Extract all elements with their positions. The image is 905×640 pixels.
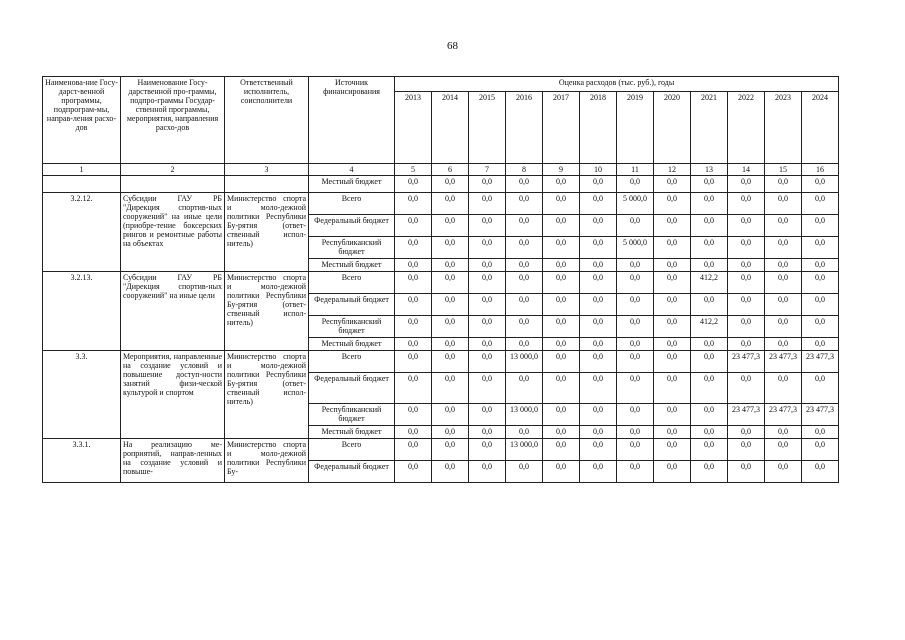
value-cell: 0,0 xyxy=(395,461,432,483)
value-cell: 0,0 xyxy=(395,193,432,215)
value-cell: 0,0 xyxy=(580,461,617,483)
value-cell: 0,0 xyxy=(543,316,580,338)
column-number: 7 xyxy=(469,164,506,176)
value-cell: 0,0 xyxy=(617,351,654,373)
value-cell: 0,0 xyxy=(432,237,469,259)
column-number-row xyxy=(43,164,839,176)
table-row xyxy=(43,272,839,294)
value-cell: 0,0 xyxy=(580,176,617,193)
value-cell: 0,0 xyxy=(728,461,765,483)
value-cell: 0,0 xyxy=(543,176,580,193)
value-cell: 0,0 xyxy=(580,259,617,272)
value-cell: 0,0 xyxy=(691,404,728,426)
value-cell: 0,0 xyxy=(432,272,469,294)
value-cell: 0,0 xyxy=(469,237,506,259)
column-number: 13 xyxy=(691,164,728,176)
value-cell: 0,0 xyxy=(617,404,654,426)
column-number: 6 xyxy=(432,164,469,176)
column-number: 3 xyxy=(225,164,309,176)
column-number: 4 xyxy=(309,164,395,176)
value-cell: 0,0 xyxy=(654,351,691,373)
value-cell: 0,0 xyxy=(543,373,580,404)
value-cell: 0,0 xyxy=(543,215,580,237)
value-cell: 0,0 xyxy=(580,439,617,461)
value-cell: 0,0 xyxy=(617,176,654,193)
value-cell: 0,0 xyxy=(395,294,432,316)
source-cell: Федеральный бюджет xyxy=(309,461,395,483)
value-cell: 0,0 xyxy=(580,404,617,426)
value-cell: 0,0 xyxy=(469,215,506,237)
value-cell: 0,0 xyxy=(506,215,543,237)
header-col1: Наименова-ние Госу-дарст-венной программы, подпрограм-мы, направ-ления расхо-дов xyxy=(43,77,121,164)
value-cell: 0,0 xyxy=(506,338,543,351)
value-cell: 0,0 xyxy=(617,316,654,338)
value-cell: 0,0 xyxy=(617,461,654,483)
value-cell: 0,0 xyxy=(691,193,728,215)
value-cell: 0,0 xyxy=(691,338,728,351)
value-cell: 0,0 xyxy=(765,259,802,272)
executor-cell: Министерство спорта и моло-дежной политики Республики Бу- xyxy=(225,439,309,483)
value-cell: 0,0 xyxy=(469,439,506,461)
value-cell: 0,0 xyxy=(654,259,691,272)
value-cell: 0,0 xyxy=(580,316,617,338)
value-cell: 0,0 xyxy=(506,294,543,316)
value-cell: 0,0 xyxy=(654,373,691,404)
value-cell: 0,0 xyxy=(654,439,691,461)
value-cell: 0,0 xyxy=(580,294,617,316)
value-cell: 0,0 xyxy=(469,426,506,439)
value-cell: 0,0 xyxy=(691,351,728,373)
name-cell: Субсидии ГАУ РБ "Дирекция спортив-ных сооружений" на иные цели (приобре-тение боксерских рингов и ремонтные работы на объектах xyxy=(121,193,225,272)
value-cell: 0,0 xyxy=(543,404,580,426)
header-col4: Источник финансирования xyxy=(309,77,395,164)
column-number: 5 xyxy=(395,164,432,176)
value-cell: 0,0 xyxy=(765,338,802,351)
column-number: 1 xyxy=(43,164,121,176)
value-cell: 0,0 xyxy=(654,404,691,426)
value-cell: 0,0 xyxy=(506,272,543,294)
source-cell: Федеральный бюджет xyxy=(309,373,395,404)
code-cell: 3.2.13. xyxy=(43,272,121,351)
value-cell: 0,0 xyxy=(802,461,839,483)
value-cell: 0,0 xyxy=(432,439,469,461)
source-cell: Всего xyxy=(309,193,395,215)
column-number: 10 xyxy=(580,164,617,176)
value-cell: 0,0 xyxy=(469,404,506,426)
source-cell: Всего xyxy=(309,351,395,373)
value-cell: 0,0 xyxy=(654,176,691,193)
value-cell: 0,0 xyxy=(469,193,506,215)
value-cell: 0,0 xyxy=(728,373,765,404)
value-cell: 0,0 xyxy=(432,176,469,193)
year-cell: 2020 xyxy=(654,92,691,164)
value-cell: 0,0 xyxy=(395,316,432,338)
value-cell: 0,0 xyxy=(469,461,506,483)
value-cell: 0,0 xyxy=(691,215,728,237)
value-cell: 0,0 xyxy=(580,237,617,259)
value-cell: 0,0 xyxy=(691,461,728,483)
value-cell: 0,0 xyxy=(654,294,691,316)
value-cell: 5 000,0 xyxy=(617,237,654,259)
column-number: 14 xyxy=(728,164,765,176)
value-cell: 0,0 xyxy=(654,461,691,483)
value-cell: 0,0 xyxy=(580,338,617,351)
executor-cell: Министерство спорта и моло-дежной политики Республики Бу-рятия (ответ-ственный испол-нитель) xyxy=(225,272,309,351)
value-cell: 0,0 xyxy=(765,373,802,404)
value-cell: 0,0 xyxy=(802,215,839,237)
code-cell: 3.3.1. xyxy=(43,439,121,483)
value-cell: 0,0 xyxy=(728,237,765,259)
value-cell: 0,0 xyxy=(506,373,543,404)
value-cell: 0,0 xyxy=(543,351,580,373)
header-col3: Ответственный исполнитель, соисполнители xyxy=(225,77,309,164)
value-cell: 0,0 xyxy=(469,294,506,316)
value-cell: 0,0 xyxy=(802,338,839,351)
value-cell: 0,0 xyxy=(728,193,765,215)
name-cell xyxy=(121,176,225,193)
value-cell: 0,0 xyxy=(728,215,765,237)
value-cell: 0,0 xyxy=(432,426,469,439)
year-cell: 2014 xyxy=(432,92,469,164)
code-cell: 3.2.12. xyxy=(43,193,121,272)
value-cell: 0,0 xyxy=(802,259,839,272)
executor-cell: Министерство спорта и моло-дежной политики Республики Бу-рятия (ответ-ственный испол-нитель) xyxy=(225,193,309,272)
source-cell: Всего xyxy=(309,272,395,294)
value-cell: 0,0 xyxy=(802,373,839,404)
value-cell: 0,0 xyxy=(728,294,765,316)
value-cell: 0,0 xyxy=(432,338,469,351)
value-cell: 0,0 xyxy=(617,373,654,404)
column-number: 2 xyxy=(121,164,225,176)
value-cell: 0,0 xyxy=(765,316,802,338)
value-cell: 0,0 xyxy=(469,338,506,351)
value-cell: 0,0 xyxy=(395,176,432,193)
value-cell: 0,0 xyxy=(395,439,432,461)
value-cell: 0,0 xyxy=(432,461,469,483)
value-cell: 0,0 xyxy=(728,176,765,193)
value-cell: 0,0 xyxy=(765,272,802,294)
year-cell: 2018 xyxy=(580,92,617,164)
value-cell: 0,0 xyxy=(506,176,543,193)
value-cell: 0,0 xyxy=(802,176,839,193)
year-cell: 2022 xyxy=(728,92,765,164)
page-number: 68 xyxy=(447,40,458,52)
column-number: 16 xyxy=(802,164,839,176)
value-cell: 0,0 xyxy=(543,461,580,483)
value-cell: 0,0 xyxy=(543,338,580,351)
source-cell: Федеральный бюджет xyxy=(309,294,395,316)
table-row xyxy=(43,193,839,215)
year-cell: 2023 xyxy=(765,92,802,164)
source-cell: Местный бюджет xyxy=(309,259,395,272)
value-cell: 0,0 xyxy=(395,272,432,294)
value-cell: 0,0 xyxy=(432,351,469,373)
value-cell: 23 477,3 xyxy=(765,404,802,426)
value-cell: 0,0 xyxy=(691,259,728,272)
value-cell: 0,0 xyxy=(765,461,802,483)
column-number: 12 xyxy=(654,164,691,176)
value-cell: 0,0 xyxy=(617,272,654,294)
value-cell: 0,0 xyxy=(580,193,617,215)
year-cell: 2024 xyxy=(802,92,839,164)
value-cell: 23 477,3 xyxy=(802,351,839,373)
value-cell: 0,0 xyxy=(802,294,839,316)
value-cell: 0,0 xyxy=(617,338,654,351)
source-cell: Местный бюджет xyxy=(309,338,395,351)
value-cell: 0,0 xyxy=(802,316,839,338)
table-body xyxy=(43,176,839,483)
value-cell: 0,0 xyxy=(395,404,432,426)
value-cell: 0,0 xyxy=(691,439,728,461)
value-cell: 0,0 xyxy=(506,426,543,439)
value-cell: 0,0 xyxy=(395,237,432,259)
value-cell: 13 000,0 xyxy=(506,404,543,426)
value-cell: 0,0 xyxy=(728,426,765,439)
executor-cell xyxy=(225,176,309,193)
value-cell: 0,0 xyxy=(617,294,654,316)
value-cell: 0,0 xyxy=(654,426,691,439)
column-number: 8 xyxy=(506,164,543,176)
year-cell: 2019 xyxy=(617,92,654,164)
value-cell: 0,0 xyxy=(543,439,580,461)
value-cell: 23 477,3 xyxy=(728,404,765,426)
value-cell: 412,2 xyxy=(691,316,728,338)
header-estimate: Оценка расходов (тыс. руб.), годы xyxy=(395,77,839,92)
value-cell: 0,0 xyxy=(765,439,802,461)
value-cell: 0,0 xyxy=(543,237,580,259)
value-cell: 0,0 xyxy=(395,215,432,237)
value-cell: 0,0 xyxy=(432,193,469,215)
value-cell: 0,0 xyxy=(432,316,469,338)
value-cell: 0,0 xyxy=(580,426,617,439)
value-cell: 0,0 xyxy=(580,272,617,294)
value-cell: 0,0 xyxy=(654,272,691,294)
value-cell: 23 477,3 xyxy=(765,351,802,373)
source-cell: Республиканский бюджет xyxy=(309,404,395,426)
value-cell: 0,0 xyxy=(617,215,654,237)
year-cell: 2015 xyxy=(469,92,506,164)
value-cell: 0,0 xyxy=(432,294,469,316)
value-cell: 0,0 xyxy=(728,259,765,272)
name-cell: Субсидии ГАУ РБ "Дирекция спортив-ных сооружений" на иные цели xyxy=(121,272,225,351)
name-cell: Мероприятия, направленные на создание условий и повышение доступ-ности занятий физи-ческой культурой и спортом xyxy=(121,351,225,439)
value-cell: 0,0 xyxy=(691,176,728,193)
source-cell: Местный бюджет xyxy=(309,176,395,193)
value-cell: 0,0 xyxy=(802,426,839,439)
value-cell: 0,0 xyxy=(432,215,469,237)
value-cell: 0,0 xyxy=(580,351,617,373)
source-cell: Местный бюджет xyxy=(309,426,395,439)
source-cell: Республиканский бюджет xyxy=(309,237,395,259)
value-cell: 0,0 xyxy=(802,193,839,215)
table-row xyxy=(43,176,839,193)
value-cell: 0,0 xyxy=(691,426,728,439)
value-cell: 0,0 xyxy=(543,272,580,294)
value-cell: 0,0 xyxy=(765,176,802,193)
value-cell: 0,0 xyxy=(728,338,765,351)
value-cell: 0,0 xyxy=(506,461,543,483)
value-cell: 0,0 xyxy=(691,373,728,404)
value-cell: 0,0 xyxy=(469,351,506,373)
value-cell: 0,0 xyxy=(654,338,691,351)
source-cell: Всего xyxy=(309,439,395,461)
value-cell: 0,0 xyxy=(617,259,654,272)
source-cell: Федеральный бюджет xyxy=(309,215,395,237)
code-cell xyxy=(43,176,121,193)
year-cell: 2017 xyxy=(543,92,580,164)
value-cell: 0,0 xyxy=(506,259,543,272)
value-cell: 13 000,0 xyxy=(506,439,543,461)
value-cell: 0,0 xyxy=(395,426,432,439)
header-row xyxy=(43,77,839,92)
value-cell: 0,0 xyxy=(543,193,580,215)
budget-table xyxy=(42,76,839,483)
value-cell: 0,0 xyxy=(654,193,691,215)
value-cell: 0,0 xyxy=(469,259,506,272)
value-cell: 5 000,0 xyxy=(617,193,654,215)
year-cell: 2013 xyxy=(395,92,432,164)
value-cell: 0,0 xyxy=(617,426,654,439)
value-cell: 0,0 xyxy=(395,338,432,351)
value-cell: 0,0 xyxy=(432,259,469,272)
value-cell: 0,0 xyxy=(543,259,580,272)
value-cell: 0,0 xyxy=(765,193,802,215)
value-cell: 0,0 xyxy=(469,373,506,404)
value-cell: 0,0 xyxy=(395,259,432,272)
value-cell: 0,0 xyxy=(395,373,432,404)
value-cell: 0,0 xyxy=(506,316,543,338)
header-col2: Наименование Госу-дарственной про-граммы, подпро-граммы Государ-ственной программы, мероприятия, направления расхо-дов xyxy=(121,77,225,164)
value-cell: 0,0 xyxy=(728,272,765,294)
source-cell: Республиканский бюджет xyxy=(309,316,395,338)
value-cell: 0,0 xyxy=(654,316,691,338)
value-cell: 0,0 xyxy=(654,237,691,259)
value-cell: 0,0 xyxy=(765,294,802,316)
value-cell: 0,0 xyxy=(691,294,728,316)
value-cell: 0,0 xyxy=(469,272,506,294)
value-cell: 0,0 xyxy=(543,294,580,316)
value-cell: 0,0 xyxy=(802,237,839,259)
value-cell: 0,0 xyxy=(765,237,802,259)
value-cell: 0,0 xyxy=(765,426,802,439)
value-cell: 0,0 xyxy=(802,272,839,294)
value-cell: 412,2 xyxy=(691,272,728,294)
column-number: 11 xyxy=(617,164,654,176)
value-cell: 0,0 xyxy=(728,316,765,338)
value-cell: 0,0 xyxy=(765,215,802,237)
value-cell: 23 477,3 xyxy=(802,404,839,426)
executor-cell: Министерство спорта и моло-дежной политики Республики Бу-рятия (ответ-ственный испол-нитель) xyxy=(225,351,309,439)
code-cell: 3.3. xyxy=(43,351,121,439)
year-cell: 2016 xyxy=(506,92,543,164)
value-cell: 0,0 xyxy=(469,316,506,338)
column-number: 15 xyxy=(765,164,802,176)
value-cell: 0,0 xyxy=(432,404,469,426)
value-cell: 0,0 xyxy=(691,237,728,259)
value-cell: 0,0 xyxy=(728,439,765,461)
value-cell: 0,0 xyxy=(469,176,506,193)
value-cell: 0,0 xyxy=(506,193,543,215)
value-cell: 0,0 xyxy=(617,439,654,461)
table-row xyxy=(43,351,839,373)
value-cell: 0,0 xyxy=(580,373,617,404)
value-cell: 0,0 xyxy=(506,237,543,259)
value-cell: 0,0 xyxy=(543,426,580,439)
year-cell: 2021 xyxy=(691,92,728,164)
value-cell: 0,0 xyxy=(395,351,432,373)
value-cell: 0,0 xyxy=(654,215,691,237)
value-cell: 0,0 xyxy=(432,373,469,404)
value-cell: 13 000,0 xyxy=(506,351,543,373)
table-row xyxy=(43,439,839,461)
name-cell: На реализацию ме-роприятий, направ-ленных на создание условий и повыше- xyxy=(121,439,225,483)
column-number: 9 xyxy=(543,164,580,176)
value-cell: 23 477,3 xyxy=(728,351,765,373)
value-cell: 0,0 xyxy=(580,215,617,237)
value-cell: 0,0 xyxy=(802,439,839,461)
